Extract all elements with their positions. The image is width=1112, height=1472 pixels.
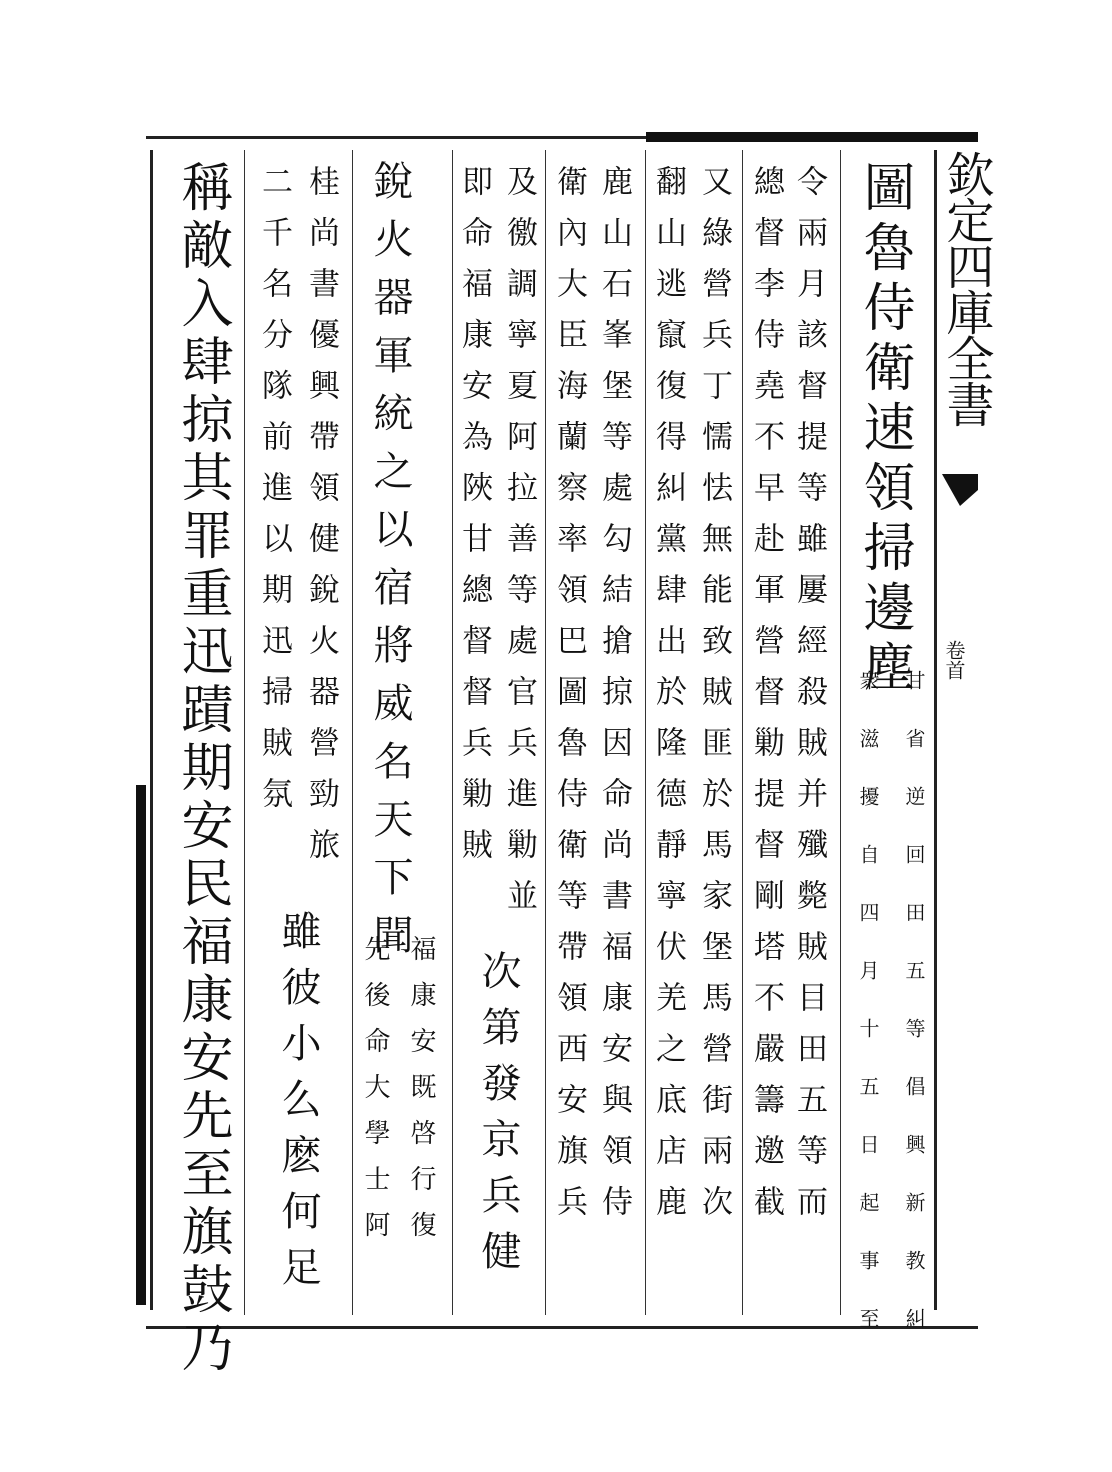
book-title: 欽定四庫全書 — [938, 150, 994, 426]
column-divider — [452, 150, 453, 1315]
left-bar — [136, 785, 146, 1305]
top-rule-heavy — [646, 132, 978, 142]
text-column: 桂尚書優興帶領健銳火器營勁旅 — [303, 165, 339, 879]
left-border — [150, 150, 153, 1310]
text-column: 二千名分隊前進以期迅掃賊氛 — [256, 165, 292, 828]
text-column: 稱敵入肆掠其罪重迅蹟期安民福康安先至旗鼓乃 — [172, 160, 232, 1378]
text-column: 即命福康安為陜甘總督督兵勦賊 — [456, 165, 492, 879]
text-column: 銳火器軍統之以宿將威名天下聞 — [367, 160, 413, 972]
annotation-column: 衆滋擾自四月十五日起事至 — [856, 670, 880, 1366]
column-divider — [742, 150, 743, 1315]
annotation-column: 甘省逆回田五等倡興新教糾 — [902, 670, 926, 1366]
fish-tail-icon — [940, 470, 980, 510]
annotation-column: 先後命大學士阿 — [360, 935, 390, 1257]
column-divider — [645, 150, 646, 1315]
text-column: 翻山逃竄復得糾黨肆出於隆德靜寧伏羌之底店鹿 — [650, 165, 686, 1236]
column-divider — [545, 150, 546, 1315]
text-column: 鹿山石峯堡等處勾結搶掠因命尚書福康安與領侍 — [596, 165, 632, 1236]
column-divider — [244, 150, 245, 1315]
text-column: 次第發京兵健 — [475, 950, 521, 1286]
text-column: 圖魯侍衛速領掃邊塵 — [854, 160, 914, 700]
right-border — [934, 150, 937, 1310]
column-divider — [352, 150, 353, 1315]
text-column: 雖彼小么麽何足 — [275, 910, 321, 1302]
annotation-column: 福康安既啓行復 — [406, 935, 436, 1257]
column-divider — [840, 150, 841, 1315]
bottom-rule — [146, 1326, 978, 1329]
text-column: 及徼調寧夏阿拉善等處官兵進勦並 — [501, 165, 537, 930]
top-rule — [146, 136, 646, 139]
text-column: 總督李侍堯不早赴軍營督勦提督剛塔不嚴籌邀截 — [748, 165, 784, 1236]
text-column: 令兩月該督提等雖屢經殺賊并殲斃賊目田五等而 — [791, 165, 827, 1236]
volume-label: 卷首 — [942, 640, 966, 680]
text-column: 又綠營兵丁懦怯無能致賊匪於馬家堡馬營街兩次 — [696, 165, 732, 1236]
text-column: 衛內大臣海蘭察率領巴圖魯侍衛等帶領西安旗兵 — [551, 165, 587, 1236]
